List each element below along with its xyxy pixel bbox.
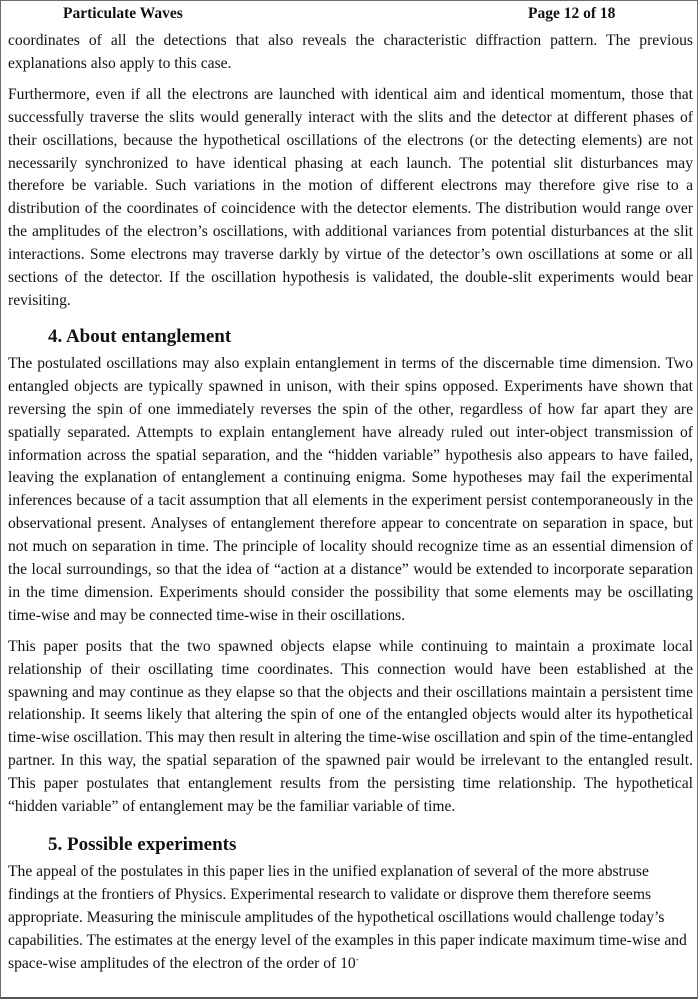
section-heading-experiments: 5. Possible experiments [48,834,237,855]
paragraph-text: The appeal of the postulates in this paper lies in the unified explanation of several of the more abstruse findings at the frontiers of Physics. Experimental research to validate or disprove them therefore seems appropriate. Measuring the miniscule amplitudes of the hypothetical oscillations would challenge today’s capabilities. The estimates at the energy level of the examples in this paper indicate maximum time-wise and space-wise amplitudes of the electron of the order of 10 [8,863,687,972]
paragraph [8,861,693,976]
page-number: Page 12 of 18 [528,5,616,22]
exponent: - [355,953,359,964]
section-heading-entanglement: 4. About entanglement [48,325,232,347]
document-body [8,30,693,984]
document-title: Particulate Waves [63,5,183,22]
paragraph: This paper posits that the two spawned objects elapse while continuing to maintain a proximate local relationship of their oscillating time coordinates. This connection would have been established at the spawning and may continue as they elapse so that the objects and their oscillations maintain a persistent time relationship. It seems likely that altering the spin of one of the entangled objects would alter its hypothetical time-wise oscillation. This may then result in altering the time-wise oscillation and spin of the time-entangled partner. In this way, the spatial separation of the spawned pair would be irrelevant to the entangled result. This paper postulates that entanglement results from the persisting time relationship. The hypothetical “hidden variable” of entanglement may be the familiar variable of time. [8,637,693,816]
paragraph: Furthermore, even if all the electrons are launched with identical aim and identical momentum, those that successfully traverse the slits would generally interact with the slits and the detector at different phases of their oscillations, because the hypothetical oscillations of the electrons (or the detecting elements) are not necessarily synchronized to have identical phasing at each launch. The potential slit disturbances may therefore be variable. Such variations in the motion of different electrons may therefore give rise to a distribution of the coordinates of coincidence with the detector elements. The distribution would range over the amplitudes of the electron’s oscillations, with additional variances from potential disturbances at the slit interactions. Some electrons may traverse darkly by virtue of the detector’s own oscillations at some or all sections of the detector. If the oscillation hypothesis is validated, the double-slit experiments would bear revisiting. [8,85,693,309]
paragraph: The postulated oscillations may also explain entanglement in terms of the discernable time dimension. Two entangled objects are typically spawned in unison, with their spins opposed. Experiments have shown that reversing the spin of one immediately reverses the spin of the other, regardless of how far apart they are spatially separated. Attempts to explain entanglement have already ruled out inter-object transmission of information across the spatial separation, and the “hidden variable” hypothesis also appears to have failed, leaving the explanation of entanglement a continuing enigma. Some hypotheses may fail the experimental inferences because of a tacit assumption that all elements in the experiment persist contemporaneously in the observational present. Analyses of entanglement therefore appear to concentrate on separation in space, but not much on separation in time. The principle of locality should recognize time as an essential dimension of the local surroundings, so that the idea of “action at a distance” would be extended to incorporate separation in the time dimension. Experiments should consider the possibility that some elements may be oscillating time-wise and may be connected time-wise in their oscillations. [8,354,693,624]
paragraph: coordinates of all the detections that also reveals the characteristic diffraction pattern. The previous explanations also apply to this case. [8,32,693,72]
